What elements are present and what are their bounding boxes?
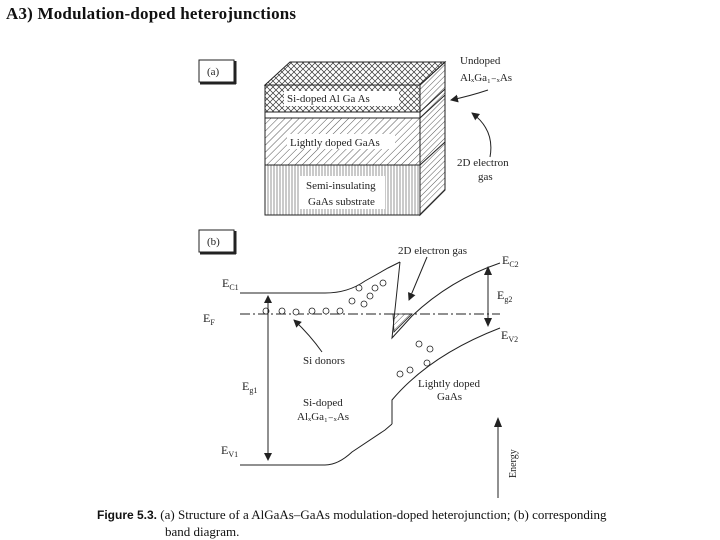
caption-line1: (a) Structure of a AlGaAs–GaAs modulation-doped heterojunction; (b) corresponding — [160, 507, 607, 522]
label-substrate-2: GaAs substrate — [308, 196, 375, 208]
label-lightly-doped-layer: Lightly doped GaAs — [290, 137, 380, 149]
block-right-face — [420, 62, 445, 215]
label-si-doped-b-2: AlₓGa₁₋ₓAs — [297, 411, 350, 423]
label-ev2: $E_{V2}$ — [501, 328, 519, 344]
figure-caption — [97, 507, 657, 523]
caption-line2: band diagram. — [165, 524, 240, 539]
label-energy: Energy — [508, 449, 519, 478]
block-top-face — [265, 62, 445, 85]
label-2d-gas-b: 2D electron gas — [398, 245, 468, 257]
panel-b-tag-box — [199, 230, 236, 254]
slide-title: A3) Modulation-doped heterojunctions — [6, 4, 297, 23]
caption-label: Figure 5.3. — [97, 508, 158, 522]
label-substrate-1: Semi-insulating — [306, 180, 376, 192]
panel-b-tag: (b) — [207, 236, 220, 248]
label-undoped-material: AlₓGa₁₋ₓAs — [460, 72, 513, 84]
label-ec2: $E_{C2}$ — [502, 253, 519, 269]
label-si-doped-b-1: Si-doped — [303, 397, 343, 409]
electron-gas-arrow — [472, 113, 491, 157]
si-donors-arrow — [294, 320, 322, 352]
layer-undoped-algaas — [265, 112, 420, 118]
label-eg1: $E_{g1}$ — [242, 379, 258, 395]
label-ev1: $E_{V1}$ — [221, 443, 239, 459]
band-notch — [392, 262, 500, 338]
electron-gas-b-arrow — [409, 257, 427, 300]
label-lightly-b-2: GaAs — [437, 391, 463, 403]
label-2d-gas-a-2: gas — [478, 171, 493, 183]
panel-a — [199, 55, 512, 215]
undoped-arrow — [451, 90, 488, 100]
panel-a-tag: (a) — [207, 66, 220, 78]
label-ec1: $E_{C1}$ — [222, 276, 239, 292]
label-ef: $E_F$ — [203, 311, 215, 327]
label-2d-gas-a-1: 2D electron — [457, 157, 509, 169]
label-si-donors: Si donors — [303, 355, 345, 367]
panel-b — [199, 230, 519, 498]
valence-band-right — [392, 328, 500, 424]
donor-circles — [263, 280, 433, 377]
label-si-doped-layer: Si-doped Al Ga As — [287, 93, 370, 105]
label-lightly-b-1: Lightly doped — [418, 378, 481, 390]
label-undoped: Undoped — [460, 55, 501, 67]
label-eg2: $E_{g2}$ — [497, 288, 513, 304]
2deg-region — [393, 314, 412, 332]
valence-band-left — [240, 424, 392, 465]
panel-a-tag-box — [199, 60, 236, 84]
